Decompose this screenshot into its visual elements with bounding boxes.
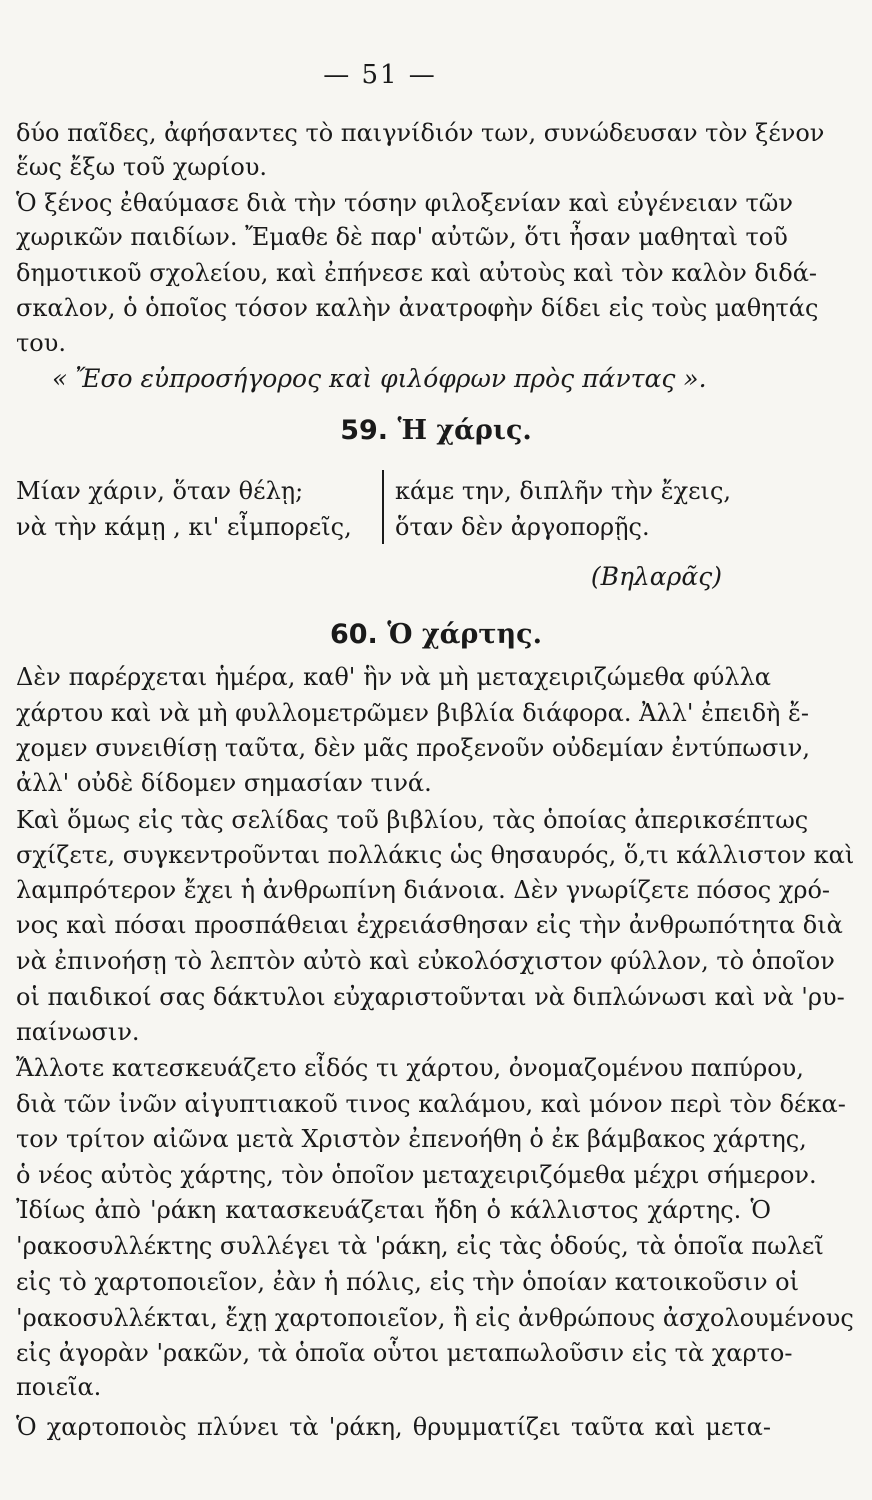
section-heading-60 [0,620,872,650]
text-line: ὁ νέος αὐτὸς χάρτης, τὸν ὁποῖον μεταχειριζόμεθα μέχρι σήμερον. [16,1161,817,1189]
text-line: δημοτικοῦ σχολείου, καὶ ἐπήνεσε καὶ αὐτοὺς καὶ τὸν καλὸν διδά- [16,259,818,287]
text-line: ἕως ἔξω τοῦ χωρίου. [16,153,268,181]
text-line: Δὲν παρέρχεται ἡμέρα, καθ' ἣν νὰ μὴ μεταχειριζώμεθα φύλλα [16,663,771,691]
text-line: οἱ παιδικοί σας δάκτυλοι εὐχαριστοῦνται νὰ διπλώνωσι καὶ νὰ 'ρυ- [16,983,845,1011]
text-line: σχίζετε, συγκεντροῦνται πολλάκις ὡς θησαυρός, ὅ,τι κάλλιστον καὶ [16,841,855,869]
text-line: εἰς ἀγορὰν 'ρακῶν, τὰ ὁποῖα οὗτοι μεταπωλοῦσιν εἰς τὰ χαρτο- [16,1339,793,1367]
section-number: 60. [329,619,378,650]
text-line: νὰ ἐπινοήσῃ τὸ λεπτὸν αὐτὸ καὶ εὐκολόσχιστον φύλλον, τὸ ὁποῖον [16,947,835,975]
text-line: χομεν συνειθίσῃ ταῦτα, δὲν μᾶς προξενοῦν οὐδεμίαν ἐντύπωσιν, [16,734,811,762]
poem-line: νὰ τὴν κάμῃ , κι' εἶμπορεῖς, [16,513,352,541]
text-line: 'ρακοσυλλέκται, ἔχῃ χαρτοποιεῖον, ἢ εἰς ἀνθρώπους ἀσχολουμένους [16,1304,854,1332]
text-line: χάρτου καὶ νὰ μὴ φυλλομετρῶμεν βιβλία διάφορα. Ἀλλ' ἐπειδὴ ἔ- [16,699,810,727]
text-line: λαμπρότερον ἔχει ἡ ἀνθρωπίνη διάνοια. Δὲν γνωρίζετε πόσος χρό- [16,876,830,904]
text-line: δύο παῖδες, ἀφήσαντες τὸ παιγνίδιόν των, συνώδευσαν τὸν ξένον [16,119,825,147]
text-line: σκαλον, ὁ ὁποῖος τόσον καλὴν ἀνατροφὴν δίδει εἰς τοὺς μαθητάς [16,294,819,322]
poem-author: (Βηλαρᾶς) [590,562,722,591]
motto: « Ἔσο εὐπροσήγορος καὶ φιλόφρων πρὸς πάντας ». [52,364,707,393]
text-line: Ὁ ξένος ἐθαύμασε διὰ τὴν τόσην φιλοξενίαν καὶ εὐγένειαν τῶν [16,189,793,217]
text-line: 'ρακοσυλλέκτης συλλέγει τὰ 'ράκη, εἰς τὰς ὁδούς, τὰ ὁποῖα πωλεῖ [16,1232,824,1260]
text-line: του. [16,329,66,357]
section-heading-59 [0,416,872,446]
text-line: ποιεῖα. [16,1373,102,1401]
poem-divider [382,470,384,544]
text-line: διὰ τῶν ἰνῶν αἰγυπτιακοῦ τινος καλάμου, καὶ μόνον περὶ τὸν δέκα- [16,1090,846,1118]
section-title: Ὁ χάρτης. [387,619,542,650]
poem-line: κάμε την, διπλῆν τὴν ἔχεις, [395,477,732,505]
text-line: εἰς τὸ χαρτοποιεῖον, ἐὰν ἡ πόλις, εἰς τὴν ὁποίαν κατοικοῦσιν οἱ [16,1268,800,1296]
section-title: Ἡ χάρις. [397,415,532,446]
text-line: Ἄλλοτε κατεσκευάζετο εἶδός τι χάρτου, ὀνομαζομένου παπύρου, [16,1054,804,1082]
text-line: ἀλλ' οὐδὲ δίδομεν σημασίαν τινά. [16,769,432,797]
text-line: Ὁ χαρτοποιὸς πλύνει τὰ 'ράκη, θρυμματίζει ταῦτα καὶ μετα- [16,1413,771,1441]
poem-line: ὅταν δὲν ἀργοπορῇς. [395,513,650,541]
section-number: 59. [340,415,389,446]
text-line: νος καὶ πόσαι προσπάθειαι ἐχρειάσθησαν εἰς τὴν ἀνθρωπότητα διὰ [16,911,843,939]
poem-line: Μίαν χάριν, ὅταν θέλῃ; [16,477,304,505]
text-line: παίνωσιν. [16,1018,140,1046]
page-number: — 51 — [323,60,437,90]
text-line: χωρικῶν παιδίων. Ἔμαθε δὲ παρ' αὐτῶν, ὅτι ἦσαν μαθηταὶ τοῦ [16,223,788,251]
text-line: τον τρίτον αἰῶνα μετὰ Χριστὸν ἐπενοήθη ὁ ἐκ βάμβακος χάρτης, [16,1125,807,1153]
text-line: Ἰδίως ἀπὸ 'ράκη κατασκευάζεται ἤδη ὁ κάλλιστος χάρτης. Ὁ [16,1196,771,1224]
text-line: Καὶ ὅμως εἰς τὰς σελίδας τοῦ βιβλίου, τὰς ὁποίας ἀπερικσέπτως [16,806,809,834]
